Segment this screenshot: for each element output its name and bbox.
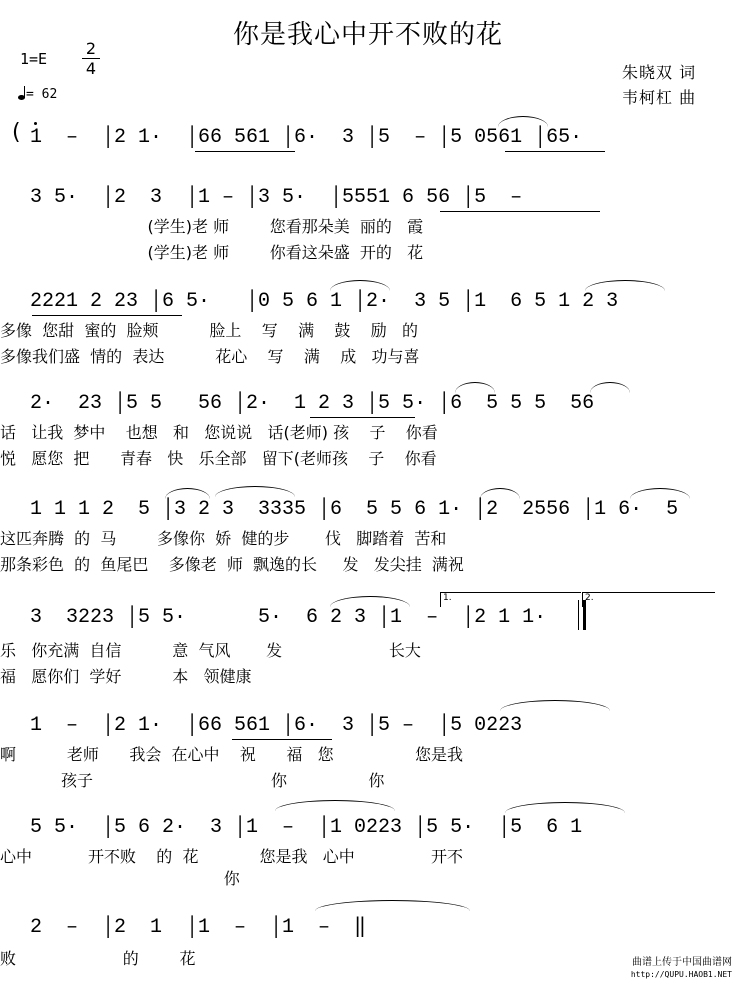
slur-mark xyxy=(480,488,520,499)
beam-mark xyxy=(232,739,332,740)
slur-mark xyxy=(498,116,548,127)
notes-line: 2· 23 │5 5 56 │2· 1 2 3 │5 5· │6 5 5 5 56 xyxy=(30,392,595,415)
score-system-3 xyxy=(0,290,736,380)
notes-line: 1 1 1 2 5 │3 2 3 3335 │6 5 5 6 1· │2 2556 │1 6· 5 xyxy=(30,498,679,521)
octave-dot xyxy=(34,122,37,125)
score-system-4 xyxy=(0,392,736,482)
notes-line: 1 – │2 1· │66 561 │6· 3 │5 – │5 0561 │65· xyxy=(30,126,583,149)
time-signature xyxy=(82,40,100,77)
lyrics-line-2: 你 xyxy=(0,869,240,888)
footer-text: 曲谱上传于中国曲谱网 xyxy=(632,957,732,968)
notes-line: 2221 2 23 │6 5· │0 5 6 1 │2· 3 5 │1 6 5 1 2 3 xyxy=(30,290,619,313)
slur-mark xyxy=(585,280,665,291)
slur-mark xyxy=(630,488,690,499)
lyrics-line-1: 多像 您甜 蜜的 脸颊 脸上 写 满 鼓 励 的 xyxy=(0,321,419,340)
lyricist-credit: 朱晓双 词 xyxy=(622,63,697,82)
lyrics-line-1: 话 让我 梦中 也想 和 您说说 话(老师) 孩 子 你看 xyxy=(0,423,438,442)
repeat-barline xyxy=(578,600,586,630)
score-system-7 xyxy=(0,714,736,804)
beam-mark xyxy=(32,315,182,316)
lyrics-line-1: 乐 你充满 自信 意 气风 发 长大 xyxy=(0,641,421,660)
notes-line: 3 5· │2 3 │1 – │3 5· │5551 6 56 │5 – xyxy=(30,186,523,209)
key-signature: 1=E xyxy=(20,50,48,68)
score-system-9 xyxy=(0,916,736,985)
lyrics-line-1: 心中 开不败 的 花 您是我 心中 开不 xyxy=(0,847,464,866)
footer-url[interactable]: http://QUPU.HAOB1.NET xyxy=(630,970,732,979)
score-system-2 xyxy=(0,186,736,276)
slur-mark xyxy=(590,382,630,393)
tempo-marking xyxy=(18,86,57,102)
lyrics-line-2: 那条彩色 的 鱼尾巴 多像老 师 飘逸的长 发 发尖挂 满祝 xyxy=(0,555,464,574)
beam-mark xyxy=(505,151,605,152)
score-system-8 xyxy=(0,816,736,906)
slur-mark xyxy=(500,700,610,711)
tempo-value: = 62 xyxy=(26,87,58,102)
score-system-6 xyxy=(0,593,736,696)
volta-first-ending: 1. xyxy=(440,592,581,607)
lyrics-line-1: 这匹奔腾 的 马 多像你 娇 健的步 伐 脚踏着 苦和 xyxy=(0,529,447,548)
lyrics-line-2: 福 愿你们 学好 本 领健康 xyxy=(0,667,252,686)
repeat-paren: ( xyxy=(12,120,21,145)
lyrics-line-1: 啊 老师 我会 在心中 祝 福 您 您是我 xyxy=(0,745,464,764)
site-footer xyxy=(631,957,732,981)
lyrics-line-2: 孩子 你 你 xyxy=(0,771,385,790)
lyrics-line-1: 败 的 花 xyxy=(0,949,196,968)
beam-mark xyxy=(195,151,295,152)
volta-second-ending: 2. xyxy=(582,592,715,607)
composer-credit: 韦柯杠 曲 xyxy=(622,88,697,107)
notes-line: 3 3223 │5 5· 5· 6 2 3 │1 – │2 1 1· xyxy=(30,606,547,629)
notes-line: 5 5· │5 6 2· 3 │1 – │1 0223 │5 5· │5 6 1 xyxy=(30,816,583,839)
lyrics-line-1: (学生)老 师 您看那朵美 丽的 霞 xyxy=(0,217,424,236)
lyrics-line-2: (学生)老 师 你看这朵盛 开的 花 xyxy=(0,243,424,262)
time-signature-bottom: 4 xyxy=(85,59,97,78)
notes-line: 1 – │2 1· │66 561 │6· 3 │5 – │5 0223 xyxy=(30,714,523,737)
slur-mark xyxy=(330,280,390,291)
beam-mark xyxy=(310,417,415,418)
notes-line: 2 – │2 1 │1 – │1 – ‖ xyxy=(30,916,367,939)
quarter-note-icon xyxy=(18,86,26,100)
time-signature-top: 2 xyxy=(85,39,97,58)
beam-mark xyxy=(440,211,600,212)
lyrics-line-2: 多像我们盛 情的 表达 花心 写 满 成 功与喜 xyxy=(0,347,420,366)
lyrics-line-2: 悦 愿您 把 青春 快 乐全部 留下(老师孩 子 你看 xyxy=(0,449,437,468)
slur-mark xyxy=(215,486,295,497)
slur-mark xyxy=(165,488,210,499)
slur-mark xyxy=(455,382,495,393)
score-system-5 xyxy=(0,498,736,588)
song-title: 你是我心中开不败的花 xyxy=(232,20,503,50)
slur-mark xyxy=(330,596,410,607)
